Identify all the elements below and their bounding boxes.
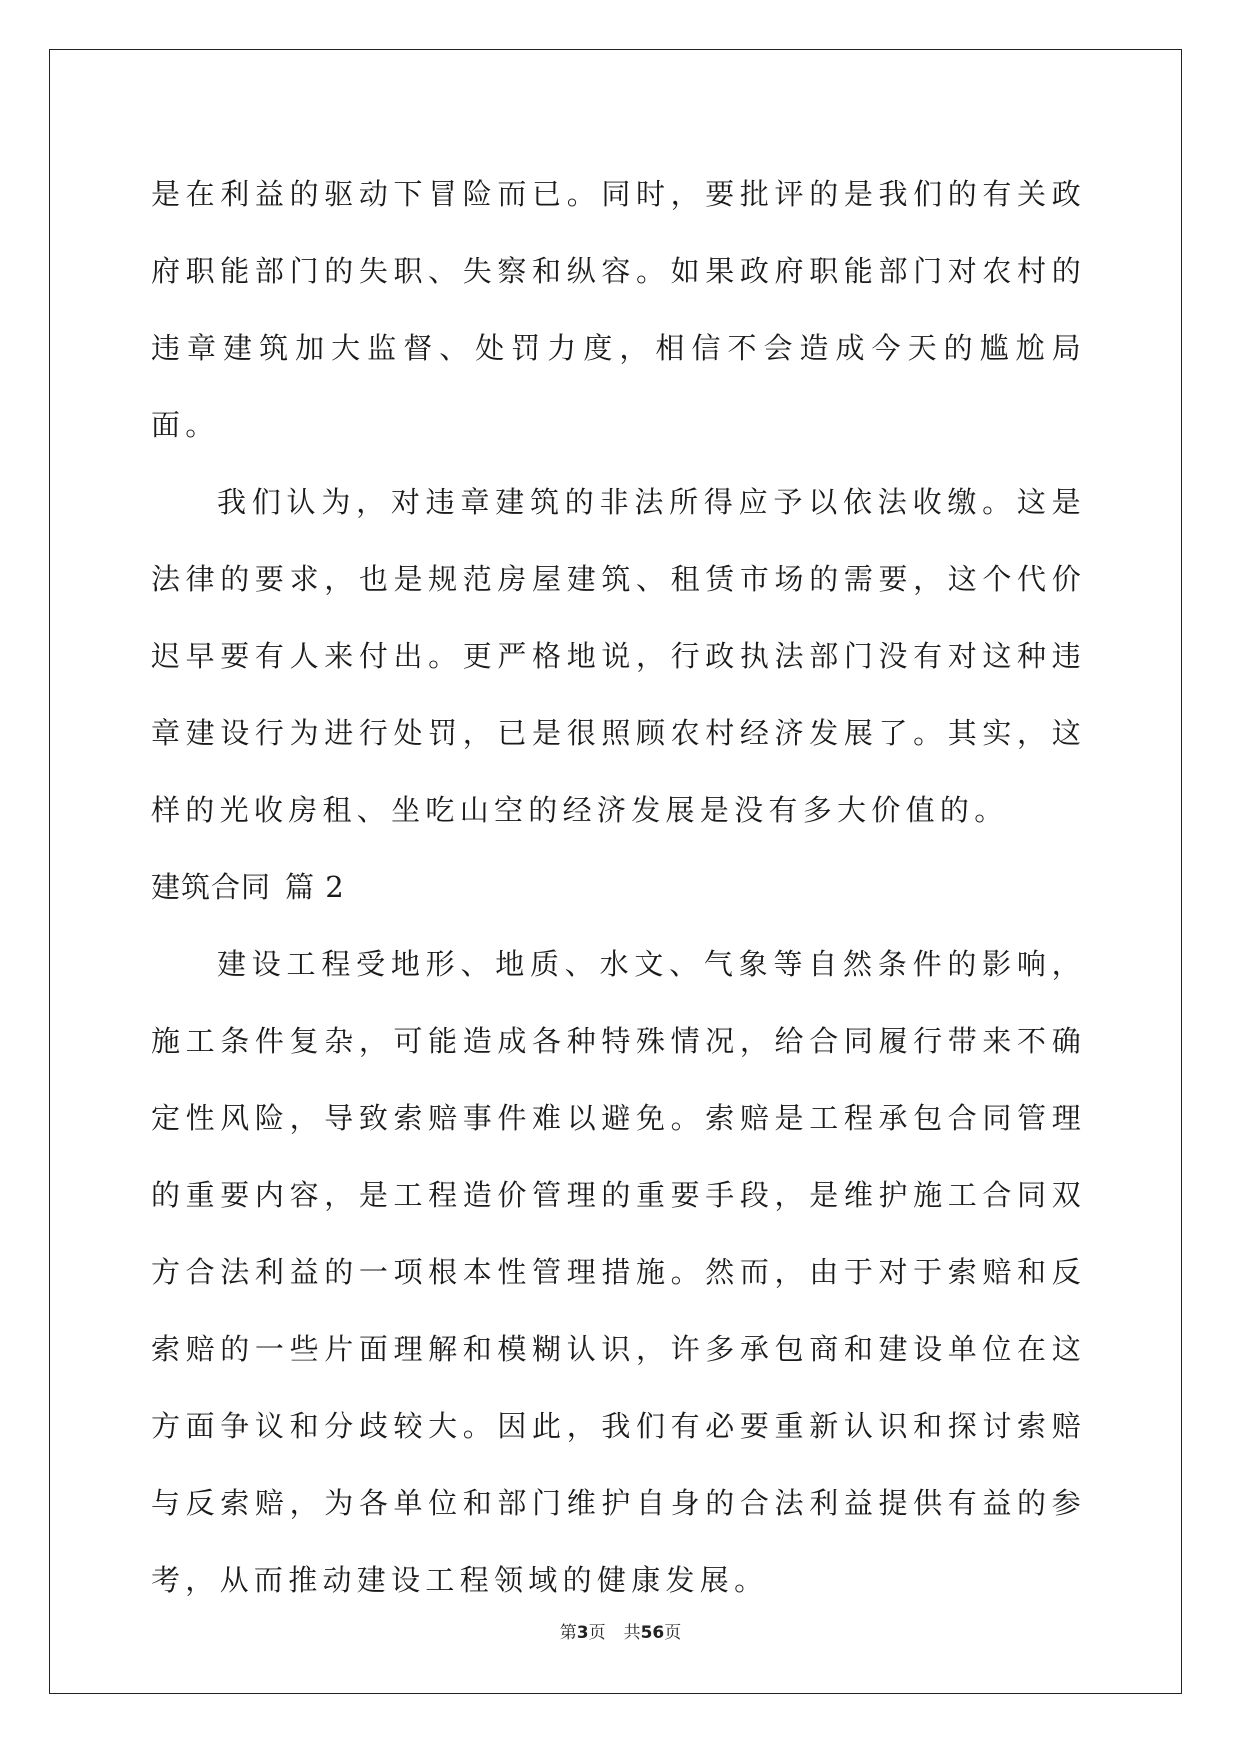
total-prefix: 共 [623, 1623, 641, 1643]
document-body [151, 156, 1086, 1619]
total-unit: 页 [664, 1623, 682, 1643]
page-number: 3 [576, 1623, 589, 1643]
heading-title: 建筑合同 [151, 870, 272, 904]
page-prefix: 第 [559, 1623, 577, 1643]
page-unit: 页 [588, 1623, 606, 1643]
total-pages: 56 [640, 1623, 665, 1643]
paragraph-2: 我们认为，对违章建筑的非法所得应予以依法收缴。这是法律的要求，也是规范房屋建筑、租赁市场的需要，这个代价迟早要有人来付出。更严格地说，行政执法部门没有对这种违章建设行为进行处罚，已是很照顾农村经济发展了。其实，这样的光收房租、坐吃山空的经济发展是没有多大价值的。 [151, 485, 1086, 827]
heading-section: 篇 2 [285, 870, 345, 904]
page-footer [0, 1618, 1241, 1643]
paragraph-1: 是在利益的驱动下冒险而已。同时，要批评的是我们的有关政府职能部门的失职、失察和纵容。如果政府职能部门对农村的违章建筑加大监督、处罚力度，相信不会造成今天的尴尬局面。 [151, 177, 1086, 442]
section-heading [151, 849, 1086, 926]
paragraph-3: 建设工程受地形、地质、水文、气象等自然条件的影响，施工条件复杂，可能造成各种特殊情况，给合同履行带来不确定性风险，导致索赔事件难以避免。索赔是工程承包合同管理的重要内容，是工程造价管理的重要手段，是维护施工合同双方合法利益的一项根本性管理措施。然而，由于对于索赔和反索赔的一些片面理解和模糊认识，许多承包商和建设单位在这方面争议和分歧较大。因此，我们有必要重新认识和探讨索赔与反索赔，为各单位和部门维护自身的合法利益提供有益的参考，从而推动建设工程领域的健康发展。 [151, 947, 1086, 1597]
